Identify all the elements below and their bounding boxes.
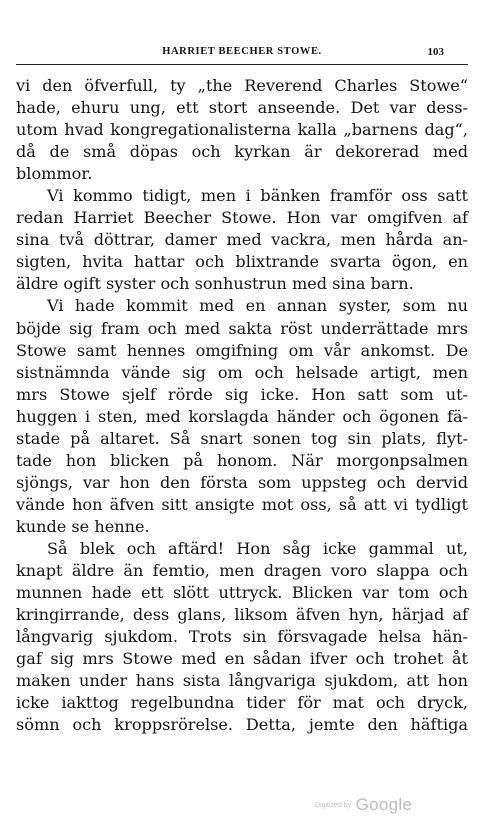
text-line: kunde se henne.: [16, 516, 150, 536]
text-line: Vi hade kommit med en annan syster, som nu: [47, 296, 468, 316]
page-number: 103: [427, 46, 444, 58]
text-line: sistnämnda vände sig om och helsade artigt, men: [16, 362, 468, 382]
text-line: huggen i sten, med korslagda händer och ögonen fä-: [16, 406, 468, 426]
text-line: gaf sig mrs Stowe med en sådan ifver och trohet åt: [16, 649, 468, 669]
watermark-prefix: Digitized by: [315, 802, 352, 809]
text-line: stade på altaret. Så snart sonen tog sin plats, flyt-: [16, 428, 468, 448]
text-line: maken under hans sista långvariga sjukdom, att hon: [16, 671, 468, 691]
text-line: kringirrande, dess glans, liksom äfven hyn, härjad af: [16, 605, 468, 625]
text-line: Stowe samt hennes omgifning om vår ankomst. De: [16, 340, 468, 360]
text-line: böjde sig fram och med sakta röst underrättade mrs: [16, 318, 468, 338]
text-line: äldre ogift syster och sonhustrun med sina barn.: [16, 274, 414, 294]
text-line: Så blek och aftärd! Hon såg icke gammal ut,: [47, 538, 468, 558]
body-text: [16, 75, 468, 736]
text-line: tade hon blicken på honom. När morgonpsalmen: [16, 450, 468, 470]
running-title: HARRIET BEECHER STOWE.: [162, 46, 322, 57]
text-line: redan Harriet Beecher Stowe. Hon var omgifven af: [16, 208, 468, 228]
watermark-brand: Google: [355, 795, 413, 814]
text-line: hade, ehuru ung, ett stort anseende. Det var dess-: [16, 98, 468, 118]
text-line: vi den öfverfull, ty „the Reverend Charles Stowe“: [16, 76, 468, 95]
text-line: utom hvad kongregationalisterna kalla „barnens dag“,: [16, 120, 468, 140]
text-line: icke iakttog regelbundna tider för mat och dryck,: [16, 693, 468, 713]
text-line: blommor.: [16, 164, 93, 184]
google-watermark: [315, 795, 412, 815]
text-line: sina två döttrar, damer med vackra, men hårda an-: [16, 230, 468, 250]
text-line: sigten, hvita hattar och blixtrande svarta ögon, en: [16, 252, 468, 272]
text-line: mrs Stowe sjelf rörde sig icke. Hon satt som ut-: [16, 384, 468, 404]
text-line: knapt äldre än femtio, men dragen voro slappa och: [16, 561, 468, 581]
text-line: sömn och kroppsrörelse. Detta, jemte den häftiga: [16, 715, 468, 735]
text-line: då de små döpas och kyrkan är dekorerad med: [16, 142, 468, 162]
text-line: munnen hade ett slött uttryck. Blicken var tom och: [16, 583, 468, 603]
text-line: vände hon äfven sitt ansigte mot oss, så att vi tydligt: [16, 494, 468, 514]
running-header: [16, 44, 468, 65]
text-line: sjöngs, var hon den första som uppsteg och dervid: [16, 472, 468, 492]
text-line: Vi kommo tidigt, men i bänken framför oss satt: [47, 186, 468, 206]
text-line: långvarig sjukdom. Trots sin försvagade helsa hän-: [16, 627, 468, 647]
